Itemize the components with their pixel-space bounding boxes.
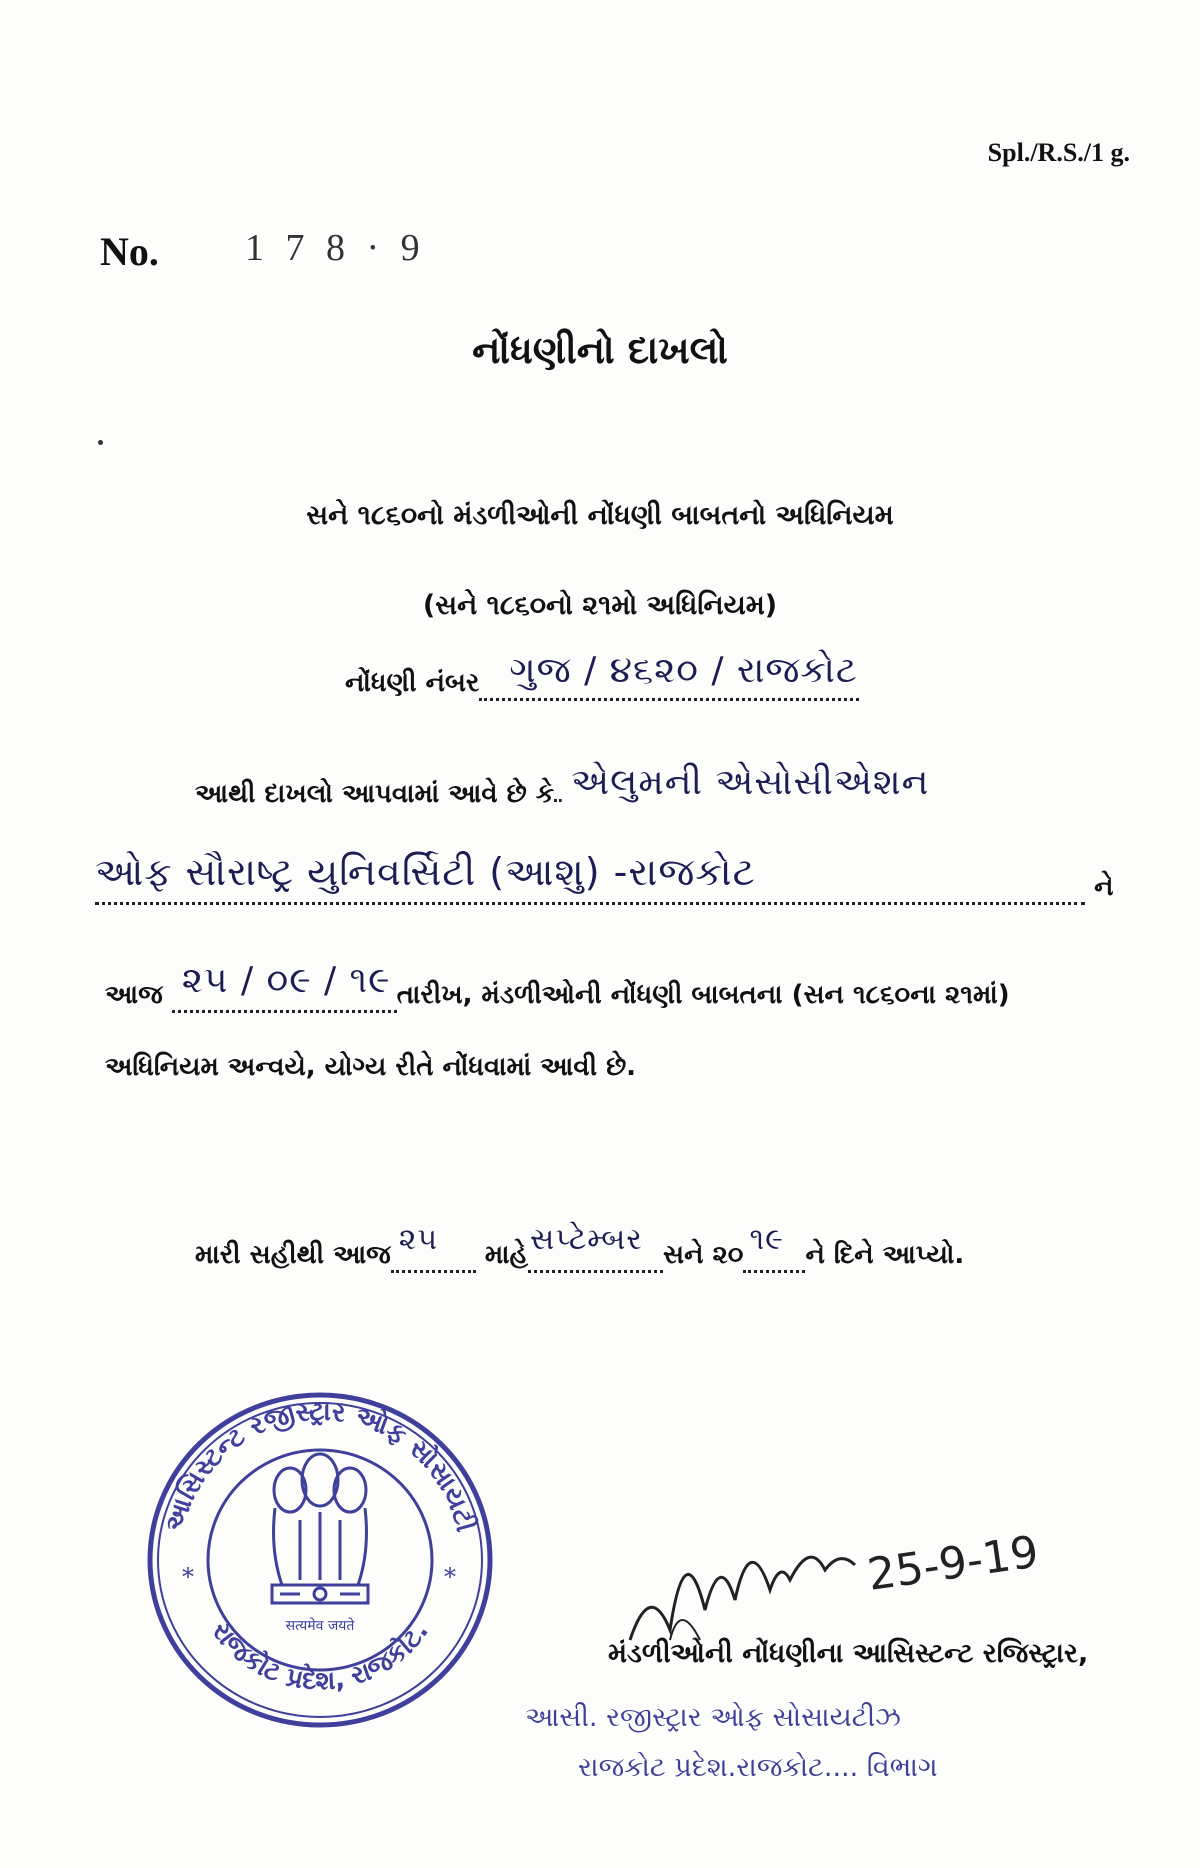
act-subtitle: (સને ૧૮૬૦નો ૨૧મો અધિનિયમ) xyxy=(422,590,778,621)
act-line: સને ૧૮૬૦નો મંડળીઓની નોંધણી બાબતનો અધિનિયમ xyxy=(306,500,894,531)
emblem-motto: सत्यमेव जयते xyxy=(285,1618,355,1634)
sig-text-2: માહે xyxy=(484,1240,529,1270)
association-name-dots xyxy=(95,850,1085,905)
document-code: Spl./R.S./1 g. xyxy=(987,138,1130,167)
sig-text-3: સને ૨૦ xyxy=(663,1240,744,1270)
sig-year: ૧૯ xyxy=(749,1222,784,1257)
sig-text-4: ને દિને આપ્યો. xyxy=(805,1240,965,1270)
stray-dot xyxy=(98,440,103,445)
registration-label: નોંધણી નંબર xyxy=(345,668,480,698)
stamp-line-1: આસી. રજીસ્ટ્રાર ઓફ સોસાયટીઝ xyxy=(525,1702,901,1733)
certificate-title: નોંધણીનો દાખલો xyxy=(472,328,728,372)
signature-date: 25-9-19 xyxy=(864,1526,1042,1601)
certificate-number-value: 1 7 8 · 9 xyxy=(245,227,426,269)
sig-text-1: મારી સહીથી આજ xyxy=(195,1240,391,1270)
registration-date: ૨૫ / ૦૯ / ૧૯ xyxy=(181,960,391,1001)
date-suffix: તારીખ, મંડળીઓની નોંધણી બાબતના (સન ૧૮૬૦ના ૨૧માં) xyxy=(396,980,1010,1010)
registration-line xyxy=(345,650,859,701)
ashoka-emblem-icon xyxy=(272,1454,368,1603)
association-name-line xyxy=(95,850,1135,905)
date-prefix: આજ xyxy=(105,980,163,1010)
signer-designation: મંડળીઓની નોંધણીના આસિસ્ટન્ટ રજિસ્ટ્રાર, xyxy=(608,1638,1089,1669)
seal-star-right: * xyxy=(444,1563,456,1591)
seal-outer-text: આસિસ્ટન્ટ રજીસ્ટ્રાર ઓફ સોસાયટી xyxy=(159,1396,481,1536)
association-name-part2: ઓફ સૌરાષ્ટ્ર યુનિવર્સિટી (આશુ) -રાજકોટ xyxy=(95,850,756,894)
date-dots xyxy=(172,960,397,1013)
certify-prefix: આથી દાખલો આપવામાં આવે છે કે xyxy=(195,779,555,809)
seal-bottom-text: રાજકોટ પ્રદેશ, રાજકોટ. xyxy=(205,1616,435,1697)
certificate-number-label: No. xyxy=(100,229,159,274)
association-name-part1: એલુમની એસોસીએશન xyxy=(571,762,930,803)
signature-date-line xyxy=(195,1222,965,1273)
certify-suffix: ને xyxy=(1094,872,1114,902)
sig-day: ૨૫ xyxy=(398,1222,439,1257)
registered-line: અધિનિયમ અન્વયે, યોગ્ય રીતે નોંધવામાં આવી છે. xyxy=(105,1052,637,1082)
seal-star-left: * xyxy=(182,1563,194,1591)
official-seal xyxy=(140,1380,500,1740)
stamp-line-2: રાજકોટ પ્રદેશ.રાજકોટ.... વિભાગ xyxy=(578,1752,938,1783)
registration-number: ગુજ / ૪૬૨૦ / રાજકોટ xyxy=(509,650,858,691)
sig-month: સપ્ટેમ્બર xyxy=(530,1222,643,1257)
handwritten-signature xyxy=(610,1490,1070,1660)
certify-line xyxy=(195,762,930,812)
registration-dots xyxy=(479,650,859,701)
date-line xyxy=(105,960,1010,1013)
